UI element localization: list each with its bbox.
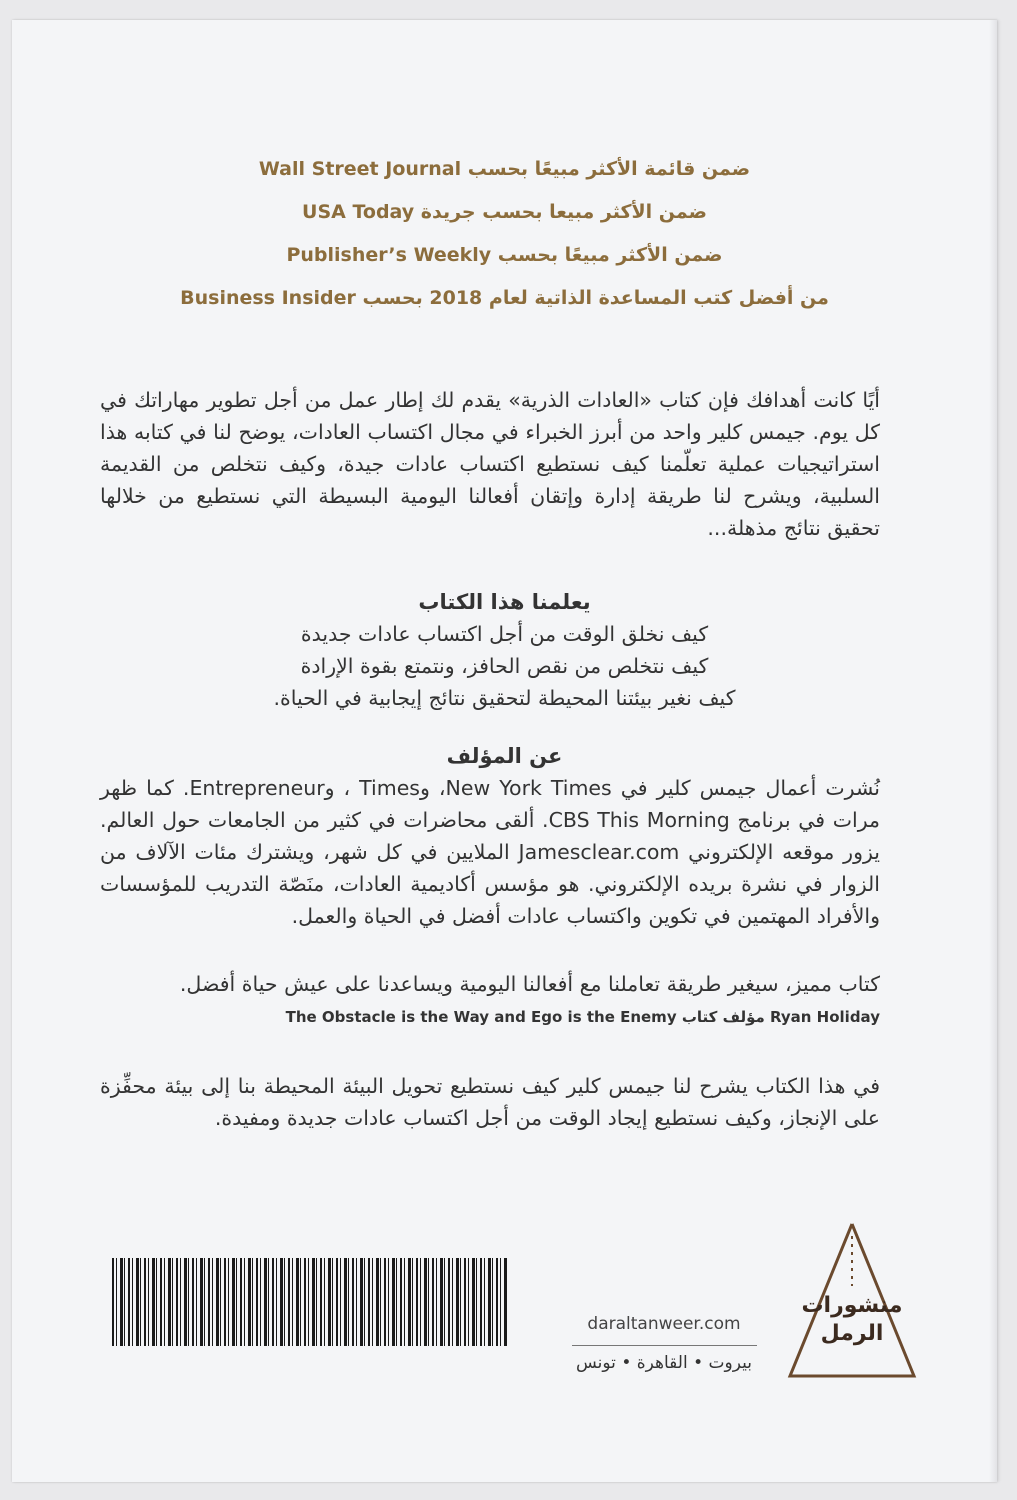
- teaches-item: كيف نتخلص من نقص الحافز، ونتمتع بقوة الإرادة: [300, 654, 709, 678]
- teaches-item: كيف نغير بيئتنا المحيطة لتحقيق نتائج إيجابية في الحياة.: [273, 686, 736, 710]
- teaches-heading: يعلمنا هذا الكتاب: [418, 590, 591, 614]
- logo-text-line: منشورات: [801, 1293, 903, 1318]
- publisher-logo-text: [782, 1292, 922, 1348]
- publisher-divider: [572, 1345, 757, 1346]
- author-bio: نُشرت أعمال جيمس كلير في New York Times، وTimes ، وEntrepreneur. كما ظهر مرات في برنامج CBS This Morning. ألقى محاضرات في كثير من الجامعات حول العالم. يزور موقعه الإلكتروني Jamesclear.com الملايين في كل شهر، ويشترك مئات الآلاف من الزوار في نشرة بريده الإلكتروني. هو مؤسس أكاديمية العادات، منَصّة التدريب للمؤسسات والأفراد المهتمين في تكوين واكتساب عادات أفضل في الحياة والعمل.: [100, 776, 881, 928]
- blurb-quote: كتاب مميز، سيغير طريقة تعاملنا مع أفعالنا اليومية ويساعدنا على عيش حياة أفضل.: [179, 972, 880, 996]
- closing-paragraph: في هذا الكتاب يشرح لنا جيمس كلير كيف نستطيع تحويل البيئة المحيطة بنا إلى بيئة محفِّزة على الإنجاز، وكيف نستطيع إيجاد الوقت من أجل اكتساب عادات جديدة ومفيدة.: [100, 1074, 880, 1130]
- accolade-item: ضمن قائمة الأكثر مبيعًا بحسب Wall Street Journal: [258, 158, 751, 180]
- accolades-list: [12, 148, 997, 320]
- logo-text-line: الرمل: [820, 1321, 884, 1346]
- accolade-item: من أفضل كتب المساعدة الذاتية لعام 2018 بحسب Business Insider: [180, 287, 829, 309]
- blurb-attribution: Ryan Holiday مؤلف كتاب The Obstacle is the Way and Ego is the Enemy: [285, 1008, 880, 1026]
- book-back-cover: [12, 20, 997, 1482]
- author-heading: عن المؤلف: [446, 744, 563, 768]
- accolade-item: ضمن الأكثر مبيعًا بحسب Publisher’s Weekly: [286, 244, 723, 266]
- teaches-section: [12, 586, 997, 714]
- barcode: [112, 1258, 507, 1346]
- intro-paragraph: أيًا كانت أهدافك فإن كتاب «العادات الذرية» يقدم لك إطار عمل من أجل تطوير مهاراتك في كل يوم. جيمس كلير واحد من أبرز الخبراء في مجال اكتساب العادات، يوضح لنا في كتابه هذا استراتيجيات عملية تعلّمنا كيف نستطيع اكتساب عادات جيدة، وكيف نتخلص من القديمة السلبية، ويشرح لنا طريقة إدارة وإتقان أفعالنا اليومية البسيطة التي نستطيع من خلالها تحقيق نتائج مذهلة...: [100, 388, 880, 540]
- publisher-cities: بيروت • القاهرة • تونس: [576, 1353, 752, 1373]
- teaches-item: كيف نخلق الوقت من أجل اكتساب عادات جديدة: [300, 622, 709, 646]
- publisher-website: daraltanweer.com: [587, 1314, 741, 1334]
- accolade-item: ضمن الأكثر مبيعا بحسب جريدة USA Today: [302, 201, 707, 223]
